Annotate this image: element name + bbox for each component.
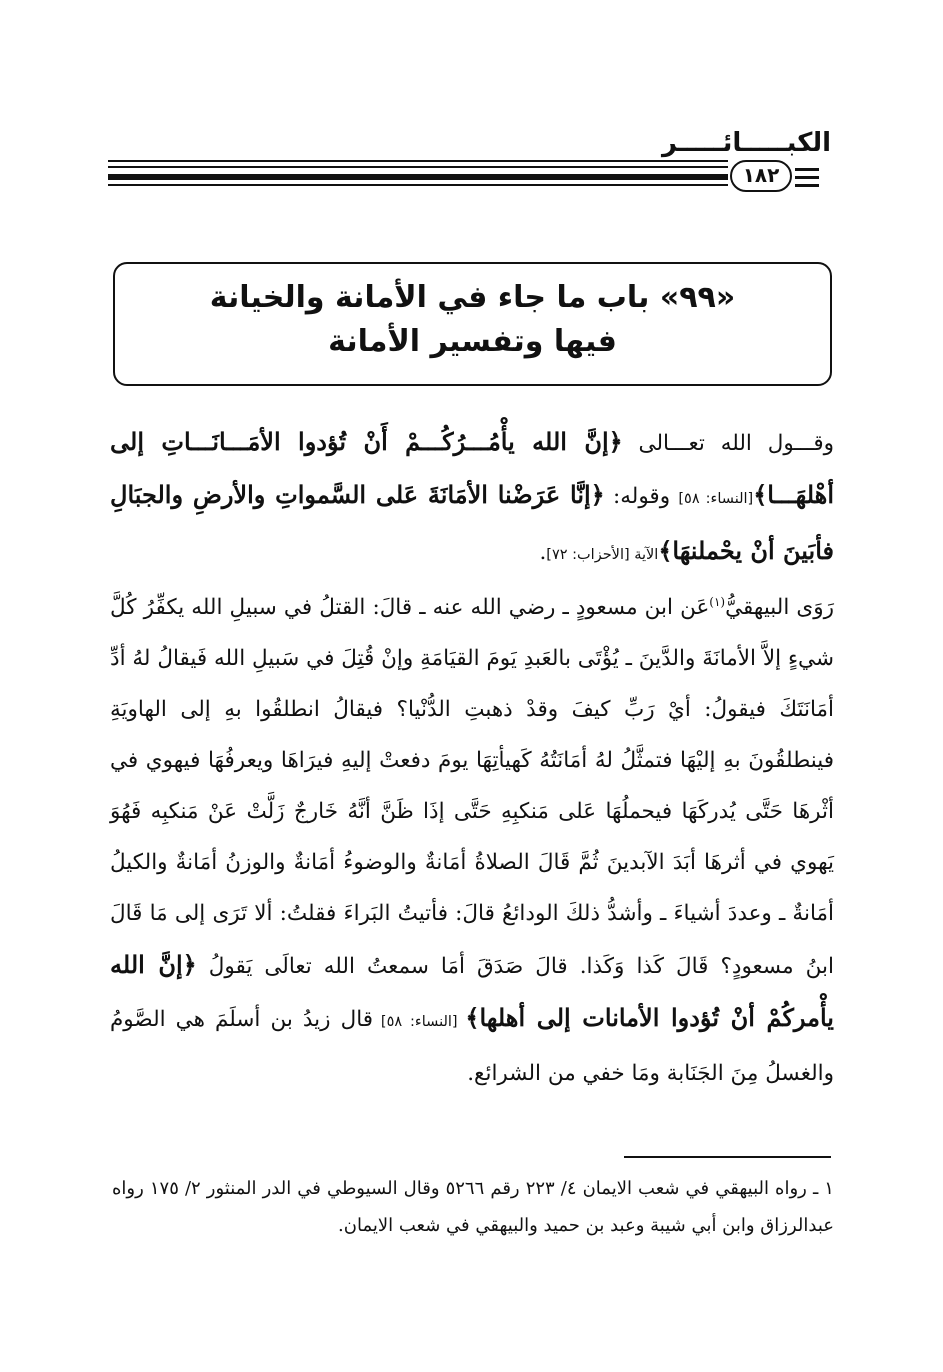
quran-verse-ahzab: ﴿إنَّا عَرَضْنا الأمَانَةَ عَلى السَّمواتِ والأرضِ والجبَالِ فأبَينَ أنْ يحْملنهَا﴾ (110, 480, 834, 565)
citation-nisa-2: [النساء: ٥٨] (373, 1014, 466, 1030)
citation-nisa: [النساء: ٥٨] (678, 491, 754, 507)
header-rule-bottom (108, 184, 728, 186)
quran-verse-nisa: ﴿إنَّ الله يأْمُـــرُكُـــمْ أَنْ تُؤدوا الأمَـــانَـــاتِ إلى أهْلهَـــا﴾ (110, 427, 834, 509)
narration-text-2: قال زيدُ بن أسلَمَ هي الصَّومُ والغسلُ مِنَ الجَنَابة ومَا خفي من الشرائع. (110, 1007, 834, 1086)
narration-paragraph (110, 582, 834, 1099)
header-rule-thin-2 (108, 166, 728, 168)
narration-start: رَوَى البيهقيُّ (725, 595, 834, 620)
intro-lead: وقـــول الله تعـــالى (622, 431, 835, 456)
citation-ahzab: الآية [الأحزاب: ٧٢] (546, 547, 659, 563)
running-title: الكبـــــائـــــر (662, 128, 831, 158)
quran-verse-nisa-2: ﴿إنَّ الله يأْمركُمْ أنْ تُؤدوا الأمانات إلى أهلها﴾ (110, 950, 834, 1032)
header-rule-thick (108, 174, 728, 180)
footnote-text: ١ ـ رواه البيهقي في شعب الايمان ٤/ ٢٢٣ رقم ٥٢٦٦ وقال السيوطي في الدر المنثور ٢/ ١٧٥ رواه عبدالرزاق وابن أبي شيبة وعبد بن حميد والبيهقي في شعب الايمان. (112, 1178, 834, 1236)
badge-tail-mid (795, 176, 819, 179)
intro-mid: وقوله: (604, 484, 679, 509)
intro-end: . (539, 540, 547, 565)
page-number: ١٨٢ (730, 160, 792, 192)
intro-paragraph (110, 416, 834, 581)
chapter-title-line1: «٩٩» باب ما جاء في الأمانة والخيانة (209, 280, 736, 315)
badge-tail-top (795, 168, 819, 171)
chapter-title-line2: فيها وتفسير الأمانة (328, 323, 617, 359)
header-rule-thin (108, 160, 728, 162)
narration-text-1: عَن ابن مسعودٍ ـ رضي الله عنه ـ قالَ: القتلُ في سبيلِ الله يكفِّرُ كُلَّ شيءٍ إلاَّ الأمانَةَ والدَّينَ ـ يُؤْتَى بالعَبدِ يَومَ القيَامَةِ وإنْ قُتِلَ في سَبيلِ الله فَيقالُ لهُ أدِّ أمَانَتَكَ فيقولُ: أيْ رَبِّ كيفَ وقدْ ذهبتِ الدُّنْيا؟ فيقالُ انطلقُوا بهِ إلى الهاويَةِ فينطلقُونَ بهِ إليْهَا فتمثَّلُ لهُ أمَانَتُهُ كَهيأتِهَا يومَ دفعتْ إليهِ فيرَاهَا ويعرفُهَا فيهوي في أثْرهَا حَتَّى يُدركَهَا فيحملُهَا عَلى مَنكبِهِ حَتَّى إذَا ظَنَّ أنَّهُ خَارجٌ زَلَّتْ عَنْ مَنكبِه فَهُوَ يَهوي في أثرهَا أبَدَ الآبدينَ ثُمَّ قَالَ الصلاةُ أمَانةٌ والوضوءُ أمَانةٌ والوزنُ أمَانةٌ والكيلُ أمَانةٌ ـ وعددَ أشياءَ ـ وأشدُّ ذلكَ الودائعُ قالَ: فأتيتُ البَراءَ فقلتُ: ألا تَرَى إلى مَا قَالَ ابنُ مسعودٍ؟ قَالَ كَذا وَكَذا. قالَ صَدَقَ أمَا سمعتُ الله تعالَى يَقولُ (110, 595, 834, 979)
footnote-reference[interactable]: (١) (709, 594, 726, 609)
footnote (112, 1170, 834, 1244)
chapter-title-box (113, 262, 832, 386)
footnote-divider (624, 1156, 831, 1158)
badge-tail-bottom (795, 184, 819, 187)
